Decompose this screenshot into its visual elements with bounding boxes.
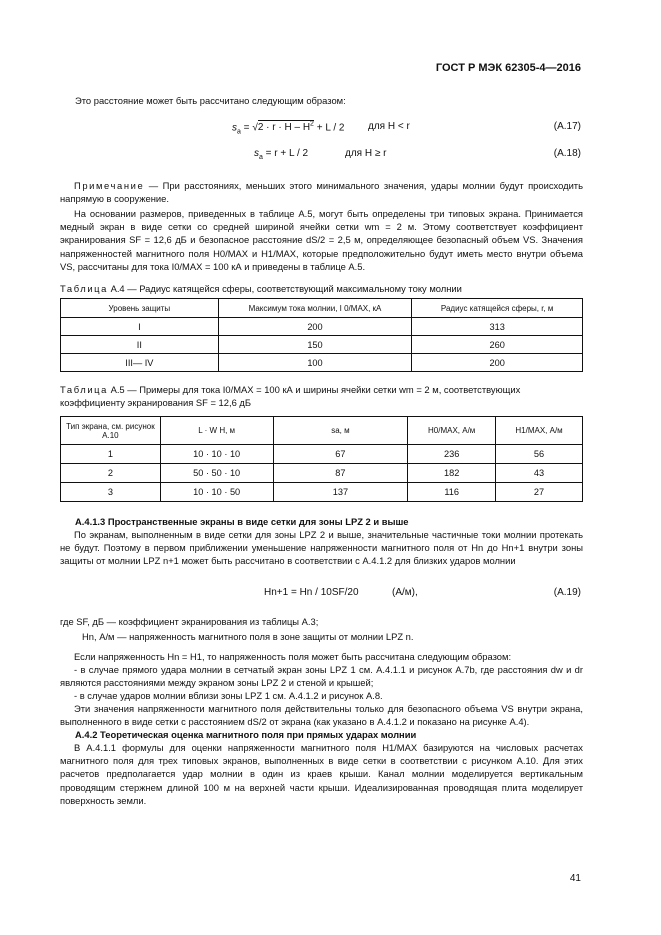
formula-a17-eq: = bbox=[240, 122, 253, 134]
paragraph-4: Эти значения напряженности магнитного поля действительны только для безопасного объема VS внутри экрана, выполненного в виде сетки с расстоянием dS/2 от экрана (как указано в A.4.1.2 и показано на рисунке A.4). bbox=[60, 703, 583, 728]
table-a5-header: L · W H, м bbox=[160, 417, 273, 445]
table-cell: 1 bbox=[61, 445, 161, 464]
formula-a18-number: (A.18) bbox=[553, 148, 581, 159]
note-text: — При расстояниях, меньших этого минимального значения, удары молнии будут происходить напрямую в сооружение. bbox=[60, 180, 583, 205]
table-cell: 3 bbox=[61, 483, 161, 502]
table-cell: II bbox=[61, 336, 219, 354]
table-cell: 137 bbox=[273, 483, 408, 502]
table-a4-caption-text: A.4 — Радиус катящейся сферы, соответствующий максимальному току молнии bbox=[107, 283, 462, 294]
formula-a17-lhs: s bbox=[232, 122, 237, 134]
table-a5-header: Тип экрана, см. рисунок A.10 bbox=[61, 417, 161, 445]
table-cell: 27 bbox=[496, 483, 583, 502]
formula-a18-rhs: = r + L / 2 bbox=[262, 148, 309, 159]
table-cell: 43 bbox=[496, 464, 583, 483]
table-cell: 260 bbox=[412, 336, 583, 354]
table-cell: I bbox=[61, 318, 219, 336]
table-row bbox=[61, 445, 583, 464]
section-a413-title: A.4.1.3 Пространственные экраны в виде сетки для зоны LPZ 2 и выше bbox=[75, 516, 409, 527]
table-row bbox=[61, 336, 583, 354]
table-a4-caption bbox=[60, 282, 583, 295]
table-row bbox=[61, 464, 583, 483]
table-a4-caption-label: Таблица bbox=[60, 283, 108, 294]
table-cell: 50 · 50 · 10 bbox=[160, 464, 273, 483]
table-a4-header: Радиус катящейся сферы, r, м bbox=[412, 299, 583, 318]
formula-a18-condition: для H ≥ r bbox=[345, 148, 387, 159]
formula-a17 bbox=[232, 121, 344, 135]
table-cell: 236 bbox=[408, 445, 496, 464]
bullet-1: - в случае прямого удара молнии в сетчатый экран зоны LPZ 1 см. A.4.1.1 и рисунок A.7b, где расстояния dw и dr являются расстояниями между экраном зоны LPZ 2 и стеной и крышей; bbox=[60, 664, 583, 689]
formula-a17-rest: + L / 2 bbox=[313, 122, 345, 134]
table-cell: 56 bbox=[496, 445, 583, 464]
paragraph-1: На основании размеров, приведенных в таблице A.5, могут быть определены три типовых экрана. Принимается медный экран в виде сетки со средней шириной ячейки сетки wm = 2 м. Этому соответствует коэффициент экранирования SF = 12,6 дБ и безопасное расстояние dS/2 = 2,5 м, определяющее безопасный объем VS. Значения напряженностей магнитного поля H0/MAX и H1/MAX, которые предположительно будут иметь место внутри объема VS, рассчитаны для тока I0/MAX = 100 кА и приведены в таблице A.5. bbox=[60, 208, 583, 272]
formula-a17-radicand-text: 2 · r · H – H bbox=[257, 122, 311, 134]
table-row bbox=[61, 483, 583, 502]
formula-a19-number: (A.19) bbox=[553, 587, 581, 598]
table-a5-header: H1/MAX, А/м bbox=[496, 417, 583, 445]
table-a4-header: Максимум тока молнии, I 0/MAX, кА bbox=[218, 299, 412, 318]
document-header: ГОСТ Р МЭК 62305-4—2016 bbox=[435, 62, 581, 74]
formula-a17-number: (A.17) bbox=[553, 121, 581, 132]
table-a4-header: Уровень защиты bbox=[61, 299, 219, 318]
table-row bbox=[61, 318, 583, 336]
table-cell: 200 bbox=[412, 354, 583, 372]
table-cell: 87 bbox=[273, 464, 408, 483]
table-cell: 67 bbox=[273, 445, 408, 464]
table-a5-caption-label: Таблица bbox=[60, 384, 108, 395]
table-row bbox=[61, 354, 583, 372]
note bbox=[60, 179, 583, 205]
formula-a17-condition: для H < r bbox=[368, 121, 410, 132]
page-number: 41 bbox=[569, 873, 581, 884]
paragraph-2: По экранам, выполненным в виде сетки для зоны LPZ 2 и выше, значительные частичные токи молнии протекать не будут. Поэтому в первом приближении уменьшение напряженности магнитного поля от Hn до Hn+1 внутри зоны защиты от молнии LPZ n+1 может быть рассчитано в соответствии с A.4.1.2 для близких ударов молнии bbox=[60, 529, 583, 567]
intro-text: Это расстояние может быть рассчитано следующим образом: bbox=[75, 95, 346, 106]
formula-a19-unit: (A/м), bbox=[392, 587, 418, 598]
table-cell: 100 bbox=[218, 354, 412, 372]
sqrt-symbol: √ bbox=[252, 122, 258, 134]
table-a5-header: sa, м bbox=[273, 417, 408, 445]
formula-a17-lhs-sub: a bbox=[237, 128, 241, 136]
table-a4 bbox=[60, 298, 583, 372]
table-cell: 200 bbox=[218, 318, 412, 336]
where-line-1: где SF, дБ — коэффициент экранирования из таблицы A.3; bbox=[60, 616, 319, 627]
table-a5-caption bbox=[60, 383, 583, 409]
table-cell: 10 · 10 · 10 bbox=[160, 445, 273, 464]
formula-a17-radicand bbox=[258, 120, 314, 133]
paragraph-5: В A.4.1.1 формулы для оценки напряженности магнитного поля H1/MAX базируются на числовых расчетах магнитного поля для трех типовых экранов, выполненных в виде сетки в соответствии с рисунком A.10. Для этих расчетов предполагается удар молнии в один из краев крыши. Канал молнии моделируется вертикальным проводящим стержнем длиной 100 м на верхней части крыши. Идеализированная проводящая плита моделирует поверхность земли. bbox=[60, 742, 583, 806]
formula-a18 bbox=[254, 148, 308, 161]
formula-a18-lhs-sub: a bbox=[259, 154, 263, 161]
table-cell: III— IV bbox=[61, 354, 219, 372]
formula-a19: Hn+1 = Hn / 10SF/20 bbox=[264, 587, 359, 598]
table-cell: 10 · 10 · 50 bbox=[160, 483, 273, 502]
table-cell: 182 bbox=[408, 464, 496, 483]
where-line-2: Hn, А/м — напряженность магнитного поля в зоне защиты от молнии LPZ n. bbox=[82, 631, 414, 642]
table-cell: 116 bbox=[408, 483, 496, 502]
table-a5 bbox=[60, 416, 583, 502]
section-a42-title: A.4.2 Теоретическая оценка магнитного поля при прямых ударах молнии bbox=[75, 729, 417, 740]
table-a5-caption-text: A.5 — Примеры для тока I0/MAX = 100 кА и ширины ячейки сетки wm = 2 м, соответствующих коэффициенту экранирования SF = 12,6 дБ bbox=[60, 384, 521, 409]
formula-a17-radicand-sup: 2 bbox=[310, 121, 314, 128]
formula-a18-lhs: s bbox=[254, 148, 259, 159]
table-cell: 2 bbox=[61, 464, 161, 483]
paragraph-3: Если напряженность Hn = H1, то напряженность поля может быть рассчитана следующим образом: bbox=[74, 651, 512, 662]
bullet-2: - в случае ударов молнии вблизи зоны LPZ 1 см. A.4.1.2 и рисунок A.8. bbox=[74, 690, 383, 701]
note-label: Примечание bbox=[74, 180, 145, 191]
table-cell: 313 bbox=[412, 318, 583, 336]
table-a5-header: H0/MAX, А/м bbox=[408, 417, 496, 445]
table-cell: 150 bbox=[218, 336, 412, 354]
